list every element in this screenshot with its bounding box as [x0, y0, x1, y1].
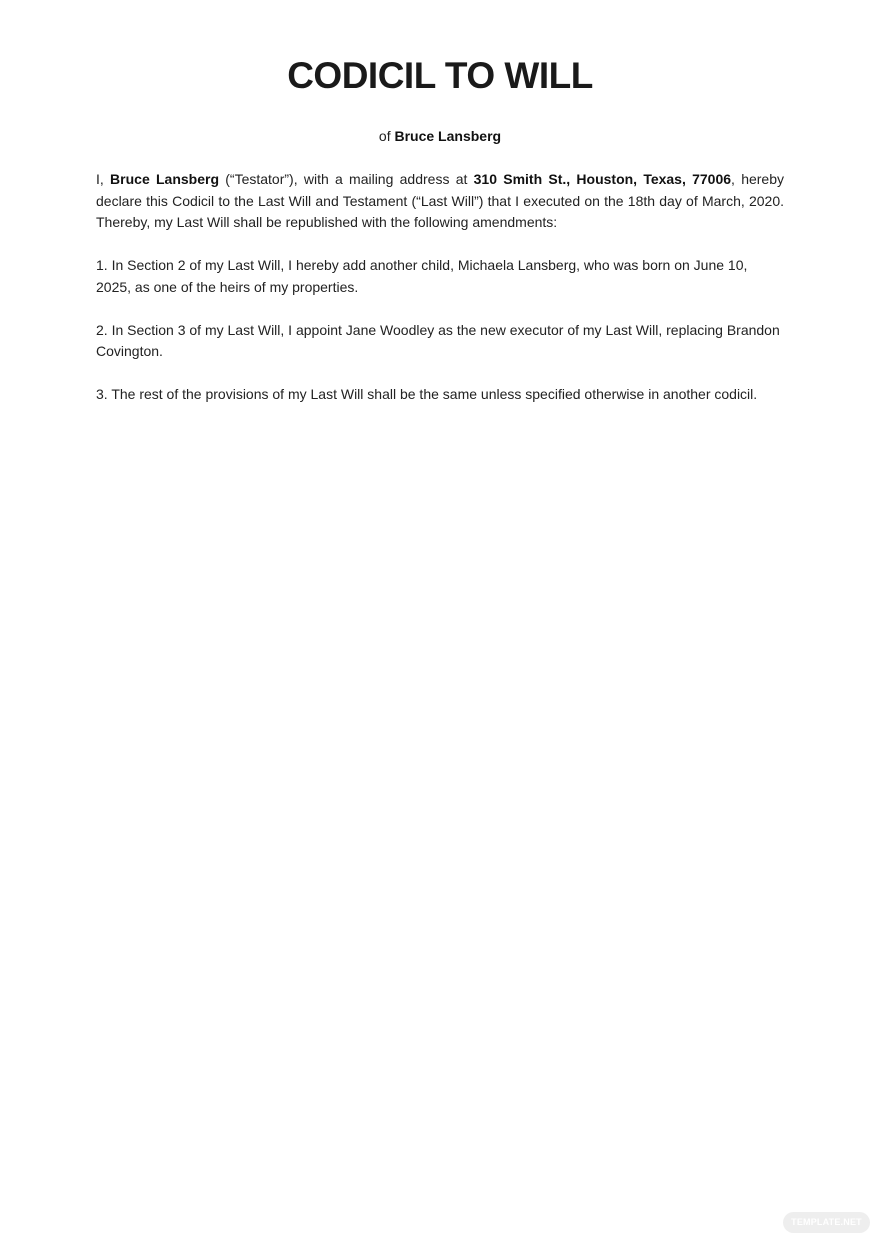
testator-name: Bruce Lansberg: [110, 171, 219, 187]
amendment-3: 3. The rest of the provisions of my Last Will shall be the same unless specified otherwise in another codicil.: [96, 386, 758, 402]
subtitle-name: Bruce Lansberg: [394, 128, 502, 144]
watermark-badge: TEMPLATE.NET: [783, 1212, 870, 1233]
testator-address: 310 Smith St., Houston, Texas, 77006: [473, 171, 732, 187]
amendment-1: 1. In Section 2 of my Last Will, I hereby add another child, Michaela Lansberg, who was born on June 10, 2025, as one of the heirs of my properties.: [96, 257, 748, 295]
document-subtitle: [0, 126, 880, 147]
document-title: CODICIL TO WILL: [287, 55, 593, 96]
intro-part-1: I,: [96, 171, 111, 187]
document-body: [96, 169, 784, 427]
intro-part-2: (“Testator”), with a mailing address at: [219, 171, 474, 187]
intro-paragraph: [96, 169, 784, 234]
intro-part-3: , hereby declare this Codicil to the Last Will and Testament (“Last Will”) that I executed on the 18th day of March, 2020. Thereby, my Last Will shall be republished with the following amendments:: [96, 171, 784, 230]
subtitle-prefix: of: [378, 128, 395, 144]
amendment-2: 2. In Section 3 of my Last Will, I appoint Jane Woodley as the new executor of my Last Will, replacing Brandon Covington.: [96, 321, 780, 359]
